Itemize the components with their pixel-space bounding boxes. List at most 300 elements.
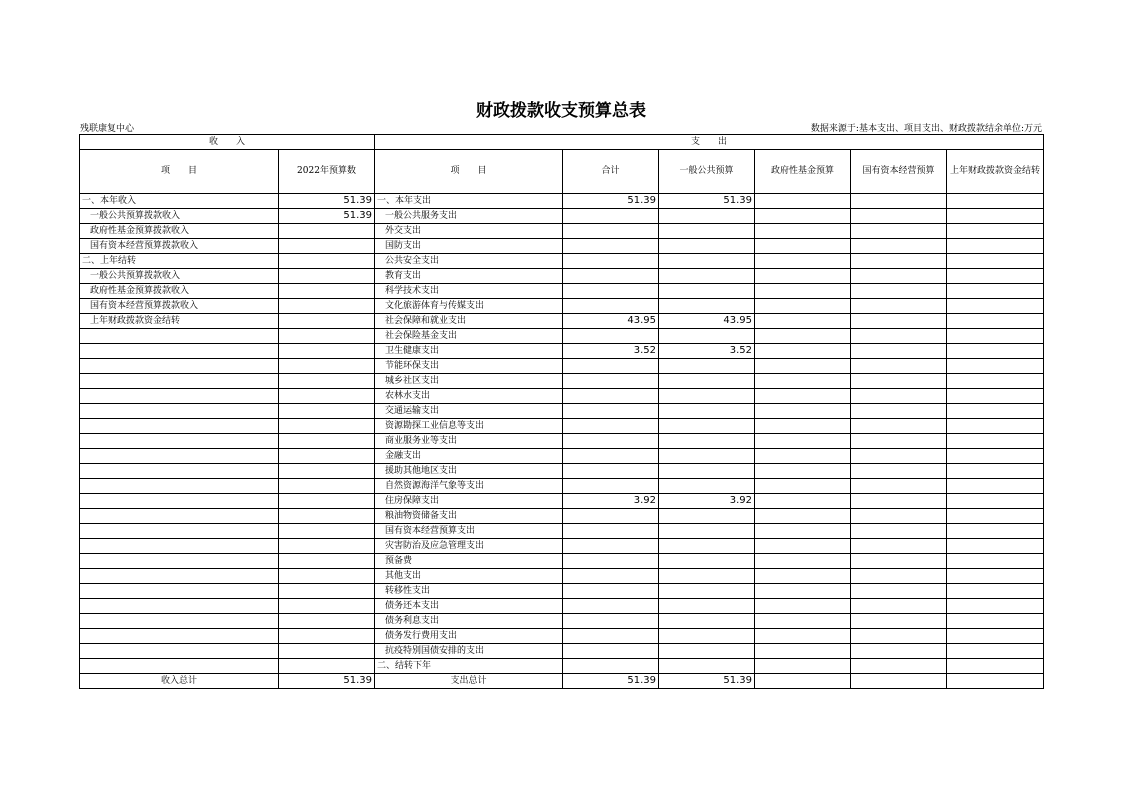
expense-total-cell	[563, 464, 659, 479]
gov-fund-budget-header: 政府性基金预算	[755, 150, 851, 194]
expense-total-cell	[563, 389, 659, 404]
income-amount-cell	[279, 464, 375, 479]
expense-state-capital-cell	[851, 569, 947, 584]
expense-item-cell: 债务还本支出	[375, 599, 563, 614]
table-row	[80, 629, 1044, 644]
table-row	[80, 359, 1044, 374]
expense-item-header: 项 目	[375, 150, 563, 194]
expense-general-cell	[659, 539, 755, 554]
income-amount-cell	[279, 299, 375, 314]
expense-general-cell: 51.39	[659, 194, 755, 209]
income-amount-cell	[279, 614, 375, 629]
expense-gov-fund-cell	[755, 599, 851, 614]
expense-total-cell	[563, 224, 659, 239]
total-header: 合计	[563, 150, 659, 194]
expense-state-capital-cell	[851, 614, 947, 629]
income-item-cell	[80, 449, 279, 464]
expense-total-cell	[563, 374, 659, 389]
expense-carryover-cell	[947, 629, 1044, 644]
income-item-cell: 二、上年结转	[80, 254, 279, 269]
income-amount-cell	[279, 284, 375, 299]
expense-general-cell	[659, 404, 755, 419]
expense-gov-fund-cell	[755, 389, 851, 404]
table-row	[80, 509, 1044, 524]
table-row	[80, 554, 1044, 569]
expense-gov-fund-cell	[755, 434, 851, 449]
income-amount-cell	[279, 539, 375, 554]
expense-total-cell	[563, 509, 659, 524]
expense-carryover-total	[947, 674, 1044, 689]
expense-general-cell	[659, 329, 755, 344]
expense-total-cell	[563, 299, 659, 314]
expense-item-cell: 二、结转下年	[375, 659, 563, 674]
expense-carryover-cell	[947, 449, 1044, 464]
expense-total-cell	[563, 254, 659, 269]
state-capital-budget-header: 国有资本经营预算	[851, 150, 947, 194]
expense-carryover-cell	[947, 329, 1044, 344]
expense-gov-fund-cell	[755, 659, 851, 674]
income-item-cell	[80, 359, 279, 374]
expense-total-cell	[563, 569, 659, 584]
expense-item-cell: 科学技术支出	[375, 284, 563, 299]
income-amount-cell	[279, 554, 375, 569]
expense-total-cell: 43.95	[563, 314, 659, 329]
expense-state-capital-cell	[851, 464, 947, 479]
expense-general-cell	[659, 434, 755, 449]
expense-state-capital-cell	[851, 509, 947, 524]
expense-item-cell: 商业服务业等支出	[375, 434, 563, 449]
expense-gov-fund-cell	[755, 539, 851, 554]
expense-general-cell: 43.95	[659, 314, 755, 329]
expense-carryover-cell	[947, 284, 1044, 299]
expense-total-cell	[563, 419, 659, 434]
table-row	[80, 209, 1044, 224]
expense-general-cell	[659, 224, 755, 239]
expense-gov-fund-cell	[755, 569, 851, 584]
expense-carryover-cell	[947, 389, 1044, 404]
expense-item-cell: 自然资源海洋气象等支出	[375, 479, 563, 494]
expense-state-capital-cell	[851, 644, 947, 659]
expense-item-cell: 外交支出	[375, 224, 563, 239]
expense-item-cell: 债务发行费用支出	[375, 629, 563, 644]
table-row	[80, 344, 1044, 359]
table-body	[80, 194, 1044, 674]
expense-gov-fund-cell	[755, 524, 851, 539]
expense-carryover-cell	[947, 299, 1044, 314]
expense-total-cell	[563, 404, 659, 419]
page-title: 财政拨款收支预算总表	[476, 101, 646, 121]
expense-item-cell: 援助其他地区支出	[375, 464, 563, 479]
expense-general-cell	[659, 464, 755, 479]
expense-gov-fund-cell	[755, 464, 851, 479]
table-row	[80, 524, 1044, 539]
expense-state-capital-cell	[851, 629, 947, 644]
table-row	[80, 434, 1044, 449]
expense-general-cell	[659, 254, 755, 269]
expense-carryover-cell	[947, 644, 1044, 659]
expense-state-capital-cell	[851, 404, 947, 419]
expense-general-cell: 3.52	[659, 344, 755, 359]
expense-general-cell	[659, 419, 755, 434]
table-row	[80, 374, 1044, 389]
income-item-cell	[80, 584, 279, 599]
expense-carryover-cell	[947, 374, 1044, 389]
income-item-cell	[80, 644, 279, 659]
expense-state-capital-cell	[851, 239, 947, 254]
income-item-cell	[80, 569, 279, 584]
expense-item-cell: 教育支出	[375, 269, 563, 284]
income-amount-cell	[279, 524, 375, 539]
expense-general-cell	[659, 269, 755, 284]
expense-state-capital-cell	[851, 344, 947, 359]
expense-gov-fund-cell	[755, 299, 851, 314]
expense-total-cell	[563, 629, 659, 644]
table-row	[80, 449, 1044, 464]
expense-state-capital-cell	[851, 539, 947, 554]
expense-item-cell: 其他支出	[375, 569, 563, 584]
expense-item-cell: 农林水支出	[375, 389, 563, 404]
income-item-cell: 政府性基金预算拨款收入	[80, 284, 279, 299]
income-item-cell	[80, 614, 279, 629]
table-row	[80, 254, 1044, 269]
expense-carryover-cell	[947, 344, 1044, 359]
expense-total-cell: 3.52	[563, 344, 659, 359]
expense-carryover-cell	[947, 494, 1044, 509]
expense-total-cell: 3.92	[563, 494, 659, 509]
income-item-cell: 政府性基金预算拨款收入	[80, 224, 279, 239]
expense-general-total: 51.39	[659, 674, 755, 689]
expense-total-cell	[563, 584, 659, 599]
expense-group-header: 支 出	[375, 135, 1044, 150]
income-item-cell	[80, 629, 279, 644]
expense-state-capital-cell	[851, 449, 947, 464]
expense-item-cell: 卫生健康支出	[375, 344, 563, 359]
expense-gov-fund-cell	[755, 239, 851, 254]
expense-item-cell: 一、本年支出	[375, 194, 563, 209]
income-amount-cell	[279, 659, 375, 674]
table-row	[80, 644, 1044, 659]
expense-gov-fund-cell	[755, 224, 851, 239]
totals-row	[80, 674, 1044, 689]
table-row	[80, 299, 1044, 314]
income-amount-cell	[279, 449, 375, 464]
expense-carryover-cell	[947, 659, 1044, 674]
income-amount-cell	[279, 569, 375, 584]
expense-total-cell	[563, 599, 659, 614]
expense-item-cell: 金融支出	[375, 449, 563, 464]
income-item-cell: 国有资本经营预算拨款收入	[80, 299, 279, 314]
expense-general-cell	[659, 569, 755, 584]
income-amount-cell	[279, 599, 375, 614]
expense-carryover-cell	[947, 614, 1044, 629]
expense-item-cell: 转移性支出	[375, 584, 563, 599]
income-item-cell: 一、本年收入	[80, 194, 279, 209]
expense-total-cell	[563, 524, 659, 539]
expense-gov-fund-cell	[755, 194, 851, 209]
source-note: 数据来源于:基本支出、项目支出、财政拨款结余单位:万元	[810, 124, 1042, 134]
expense-total-cell	[563, 554, 659, 569]
expense-carryover-cell	[947, 239, 1044, 254]
income-amount-cell	[279, 434, 375, 449]
expense-gov-fund-cell	[755, 479, 851, 494]
expense-gov-fund-cell	[755, 359, 851, 374]
expense-carryover-cell	[947, 419, 1044, 434]
expense-state-capital-cell	[851, 554, 947, 569]
expense-total-cell	[563, 434, 659, 449]
expense-state-capital-cell	[851, 329, 947, 344]
expense-total-cell	[563, 479, 659, 494]
expense-total-cell	[563, 644, 659, 659]
expense-gov-fund-cell	[755, 644, 851, 659]
expense-state-capital-cell	[851, 194, 947, 209]
income-item-cell: 一般公共预算拨款收入	[80, 209, 279, 224]
income-amount-cell	[279, 494, 375, 509]
expense-total-cell	[563, 659, 659, 674]
table-row	[80, 584, 1044, 599]
expense-gov-fund-total	[755, 674, 851, 689]
expense-state-capital-cell	[851, 299, 947, 314]
table-row	[80, 539, 1044, 554]
expense-gov-fund-cell	[755, 209, 851, 224]
expense-carryover-cell	[947, 224, 1044, 239]
expense-total-cell	[563, 239, 659, 254]
general-budget-header: 一般公共预算	[659, 150, 755, 194]
expense-state-capital-cell	[851, 389, 947, 404]
table-row	[80, 464, 1044, 479]
income-amount-cell	[279, 254, 375, 269]
expense-gov-fund-cell	[755, 269, 851, 284]
table-row	[80, 419, 1044, 434]
table-row	[80, 614, 1044, 629]
income-total-amount: 51.39	[279, 674, 375, 689]
expense-gov-fund-cell	[755, 614, 851, 629]
expense-general-cell	[659, 239, 755, 254]
table-row	[80, 314, 1044, 329]
table-row	[80, 329, 1044, 344]
income-amount-cell: 51.39	[279, 194, 375, 209]
prior-year-carryover-header: 上年财政拨款资金结转	[947, 150, 1044, 194]
organization-name: 残联康复中心	[80, 124, 135, 134]
income-item-cell	[80, 599, 279, 614]
expense-total-cell: 51.39	[563, 194, 659, 209]
expense-carryover-cell	[947, 359, 1044, 374]
expense-gov-fund-cell	[755, 494, 851, 509]
expense-gov-fund-cell	[755, 254, 851, 269]
expense-item-cell: 债务利息支出	[375, 614, 563, 629]
expense-state-capital-cell	[851, 434, 947, 449]
expense-carryover-cell	[947, 254, 1044, 269]
expense-carryover-cell	[947, 194, 1044, 209]
budget-table	[79, 134, 1044, 689]
income-item-cell	[80, 374, 279, 389]
income-amount-cell	[279, 329, 375, 344]
income-item-cell: 国有资本经营预算拨款收入	[80, 239, 279, 254]
table-row	[80, 224, 1044, 239]
expense-carryover-cell	[947, 569, 1044, 584]
expense-general-cell	[659, 509, 755, 524]
income-amount-cell	[279, 644, 375, 659]
expense-gov-fund-cell	[755, 284, 851, 299]
expense-state-capital-total	[851, 674, 947, 689]
expense-gov-fund-cell	[755, 419, 851, 434]
expense-total-label: 支出总计	[375, 674, 563, 689]
income-budget-header: 2022年预算数	[279, 150, 375, 194]
expense-total-cell	[563, 284, 659, 299]
income-amount-cell	[279, 359, 375, 374]
income-item-cell	[80, 404, 279, 419]
income-amount-cell	[279, 629, 375, 644]
column-header-row	[80, 150, 1044, 194]
expense-gov-fund-cell	[755, 509, 851, 524]
income-item-cell	[80, 329, 279, 344]
income-group-header: 收 入	[80, 135, 375, 150]
expense-state-capital-cell	[851, 524, 947, 539]
expense-carryover-cell	[947, 434, 1044, 449]
expense-general-cell	[659, 359, 755, 374]
expense-gov-fund-cell	[755, 584, 851, 599]
income-amount-cell	[279, 269, 375, 284]
income-item-header: 项 目	[80, 150, 279, 194]
expense-item-cell: 交通运输支出	[375, 404, 563, 419]
expense-general-cell	[659, 389, 755, 404]
expense-carryover-cell	[947, 524, 1044, 539]
income-amount-cell	[279, 509, 375, 524]
expense-state-capital-cell	[851, 314, 947, 329]
expense-total-cell	[563, 614, 659, 629]
expense-item-cell: 文化旅游体育与传媒支出	[375, 299, 563, 314]
expense-state-capital-cell	[851, 479, 947, 494]
expense-carryover-cell	[947, 599, 1044, 614]
income-amount-cell	[279, 314, 375, 329]
table-row	[80, 569, 1044, 584]
income-amount-cell	[279, 344, 375, 359]
income-amount-cell	[279, 479, 375, 494]
expense-carryover-cell	[947, 539, 1044, 554]
income-amount-cell	[279, 389, 375, 404]
expense-item-cell: 社会保险基金支出	[375, 329, 563, 344]
expense-state-capital-cell	[851, 269, 947, 284]
expense-carryover-cell	[947, 584, 1044, 599]
table-row	[80, 494, 1044, 509]
income-item-cell	[80, 509, 279, 524]
income-item-cell	[80, 464, 279, 479]
expense-item-cell: 资源勘探工业信息等支出	[375, 419, 563, 434]
expense-item-cell: 住房保障支出	[375, 494, 563, 509]
income-amount-cell	[279, 374, 375, 389]
expense-total-cell	[563, 209, 659, 224]
expense-state-capital-cell	[851, 599, 947, 614]
expense-carryover-cell	[947, 554, 1044, 569]
expense-total-amount: 51.39	[563, 674, 659, 689]
income-item-cell	[80, 344, 279, 359]
expense-carryover-cell	[947, 269, 1044, 284]
income-item-cell: 上年财政拨款资金结转	[80, 314, 279, 329]
table-row	[80, 389, 1044, 404]
table-row	[80, 239, 1044, 254]
expense-general-cell	[659, 479, 755, 494]
expense-general-cell	[659, 599, 755, 614]
expense-item-cell: 城乡社区支出	[375, 374, 563, 389]
income-item-cell	[80, 524, 279, 539]
expense-item-cell: 国防支出	[375, 239, 563, 254]
expense-general-cell	[659, 554, 755, 569]
expense-state-capital-cell	[851, 254, 947, 269]
expense-total-cell	[563, 269, 659, 284]
expense-state-capital-cell	[851, 374, 947, 389]
table-row	[80, 479, 1044, 494]
income-item-cell	[80, 479, 279, 494]
expense-general-cell	[659, 644, 755, 659]
table-row	[80, 404, 1044, 419]
group-header-row	[80, 135, 1044, 150]
expense-gov-fund-cell	[755, 404, 851, 419]
expense-item-cell: 粮油物资储备支出	[375, 509, 563, 524]
table-row	[80, 269, 1044, 284]
income-amount-cell: 51.39	[279, 209, 375, 224]
income-item-cell	[80, 434, 279, 449]
expense-carryover-cell	[947, 314, 1044, 329]
expense-gov-fund-cell	[755, 344, 851, 359]
expense-general-cell	[659, 614, 755, 629]
expense-gov-fund-cell	[755, 314, 851, 329]
table-row	[80, 659, 1044, 674]
expense-general-cell	[659, 284, 755, 299]
income-item-cell	[80, 419, 279, 434]
income-item-cell	[80, 389, 279, 404]
income-item-cell	[80, 539, 279, 554]
expense-general-cell: 3.92	[659, 494, 755, 509]
income-total-label: 收入总计	[80, 674, 279, 689]
expense-general-cell	[659, 659, 755, 674]
table-row	[80, 599, 1044, 614]
income-amount-cell	[279, 419, 375, 434]
expense-item-cell: 一般公共服务支出	[375, 209, 563, 224]
expense-item-cell: 抗疫特别国债安排的支出	[375, 644, 563, 659]
expense-general-cell	[659, 299, 755, 314]
expense-general-cell	[659, 629, 755, 644]
expense-item-cell: 节能环保支出	[375, 359, 563, 374]
income-amount-cell	[279, 224, 375, 239]
expense-item-cell: 灾害防治及应急管理支出	[375, 539, 563, 554]
expense-state-capital-cell	[851, 359, 947, 374]
expense-state-capital-cell	[851, 209, 947, 224]
expense-state-capital-cell	[851, 224, 947, 239]
expense-carryover-cell	[947, 209, 1044, 224]
table-row	[80, 284, 1044, 299]
expense-total-cell	[563, 449, 659, 464]
income-amount-cell	[279, 584, 375, 599]
expense-total-cell	[563, 539, 659, 554]
expense-carryover-cell	[947, 479, 1044, 494]
expense-state-capital-cell	[851, 494, 947, 509]
expense-item-cell: 国有资本经营预算支出	[375, 524, 563, 539]
expense-carryover-cell	[947, 404, 1044, 419]
income-item-cell	[80, 494, 279, 509]
table-row	[80, 194, 1044, 209]
expense-state-capital-cell	[851, 584, 947, 599]
expense-total-cell	[563, 359, 659, 374]
expense-general-cell	[659, 449, 755, 464]
income-amount-cell	[279, 404, 375, 419]
expense-carryover-cell	[947, 464, 1044, 479]
expense-state-capital-cell	[851, 419, 947, 434]
expense-gov-fund-cell	[755, 629, 851, 644]
expense-carryover-cell	[947, 509, 1044, 524]
expense-gov-fund-cell	[755, 449, 851, 464]
expense-state-capital-cell	[851, 284, 947, 299]
expense-gov-fund-cell	[755, 554, 851, 569]
expense-gov-fund-cell	[755, 329, 851, 344]
